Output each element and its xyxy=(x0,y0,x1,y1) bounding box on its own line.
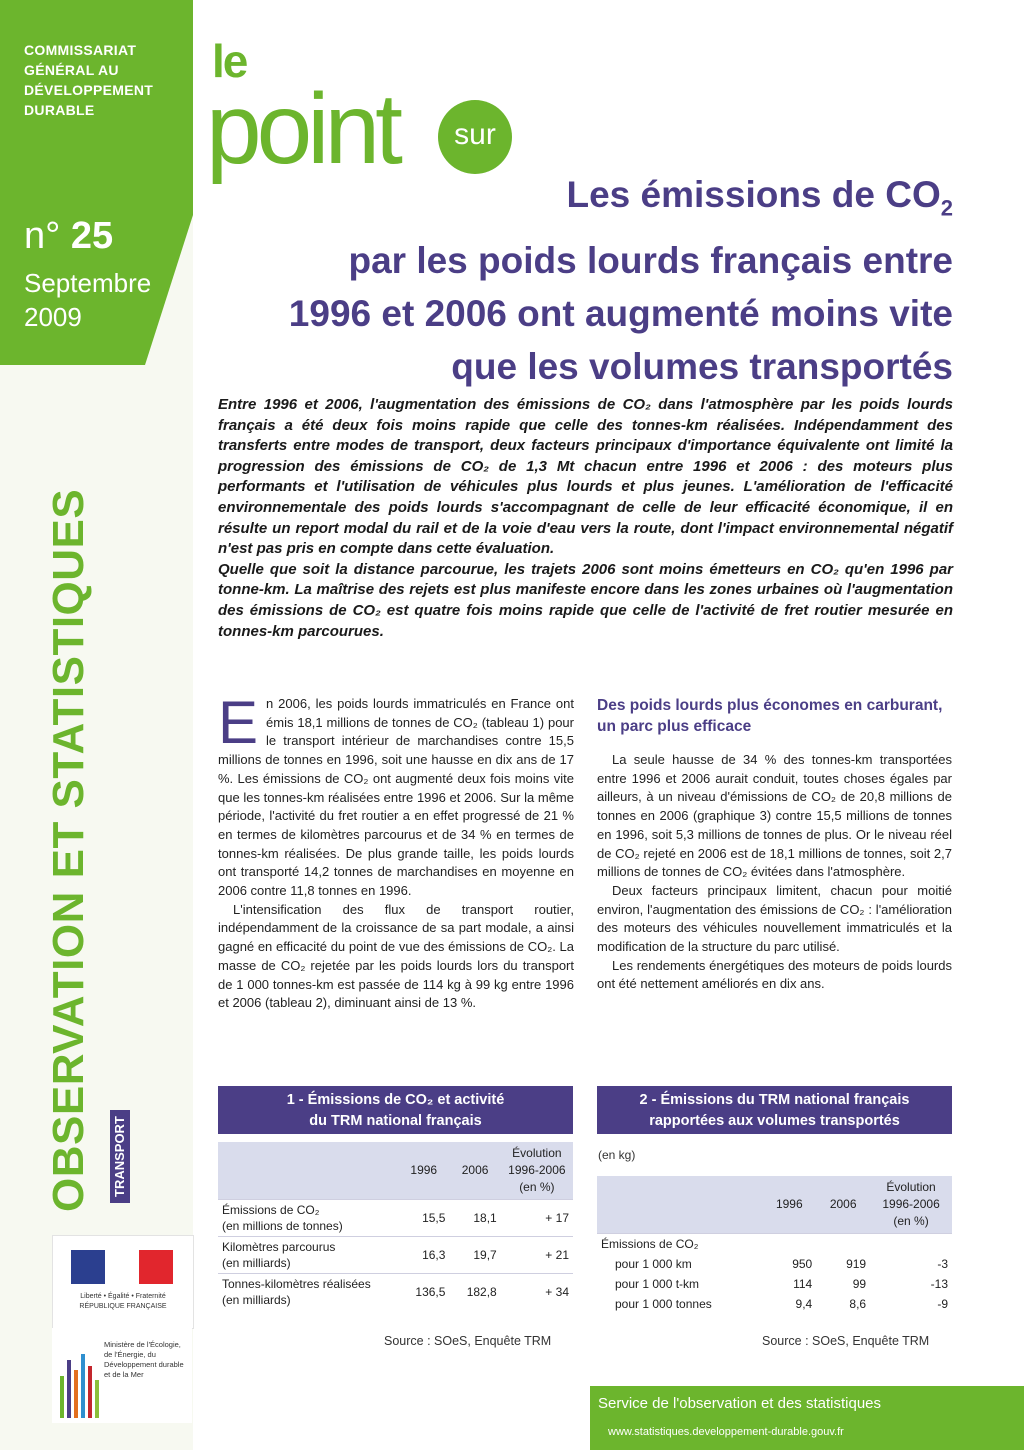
cell-evolution: + 17 xyxy=(501,1200,573,1237)
body-column-left xyxy=(218,689,574,1013)
table-2-unit: (en kg) xyxy=(598,1148,636,1162)
cell-1996: 950 xyxy=(792,1257,813,1271)
abstract xyxy=(218,395,953,642)
row-label-unit: (en millions de tonnes) xyxy=(222,1219,343,1233)
row-label-line: Tonnes-kilomètres réalisées xyxy=(222,1277,371,1291)
table-row xyxy=(597,1274,952,1294)
row-label: pour 1 000 tonnes xyxy=(615,1297,712,1311)
table-header-cell: 1996 xyxy=(762,1176,816,1234)
table-2-source: Source : SOeS, Enquête TRM xyxy=(762,1334,930,1348)
table-1-title xyxy=(218,1086,573,1134)
republique-francaise-logo xyxy=(52,1235,194,1329)
drop-cap: E xyxy=(218,689,259,756)
organization-name: COMMISSARIAT GÉNÉRAL AU DÉVELOPPEMENT DURABLE xyxy=(24,42,154,118)
row-label xyxy=(218,1274,398,1311)
row-label xyxy=(218,1200,398,1237)
cell-evolution: + 34 xyxy=(501,1274,573,1311)
cell-2006: 8,6 xyxy=(849,1297,867,1311)
french-flag-icon xyxy=(71,1250,173,1284)
cell-2006: 19,7 xyxy=(449,1237,500,1274)
cell-evolution: + 21 xyxy=(501,1237,573,1274)
table-header-cell: 2006 xyxy=(449,1142,500,1200)
table-row xyxy=(218,1237,573,1274)
row-label-unit: (en milliards) xyxy=(222,1293,291,1307)
title-co2-subscript: 2 xyxy=(940,195,953,221)
sidebar xyxy=(0,0,193,1450)
body-column-right xyxy=(597,695,952,994)
republique-francaise-text: Liberté • Égalité • Fraternité RÉPUBLIQUE FRANÇAISE xyxy=(79,1293,167,1310)
body-paragraph: Deux facteurs principaux limitent, chacun pour moitié environ, l'augmentation des émissions de CO₂ : l'amélioration des moteurs des véhicules nouvellement immatriculés et la modification de la structure du parc utilisé. xyxy=(597,882,952,955)
ministry-name: Ministère de l'Écologie, de l'Énergie, du Développement durable et de la Mer xyxy=(104,1340,184,1379)
group-label: Émissions de CO₂ xyxy=(597,1234,952,1255)
table-row xyxy=(218,1274,573,1311)
table-1-title-line-1: 1 - Émissions de CO₂ et activité xyxy=(286,1092,505,1108)
abstract-paragraph-2: Quelle que soit la distance parcourue, les trajets 2006 sont moins émetteurs en CO₂ qu'en 1996 par tonne-km. La maîtrise des rejets est plus manifeste encore dans les zones urbaines où l'augmentation des émissions de CO₂ est quatre fois moins rapide que celle de l'activité de fret routier mesurée en tonnes-km parcourues. xyxy=(218,560,953,640)
le-point-sur-logo xyxy=(206,35,526,188)
table-1 xyxy=(218,1142,573,1310)
cell-1996: 114 xyxy=(793,1277,813,1291)
table-header-cell xyxy=(218,1142,398,1200)
table-1-source: Source : SOeS, Enquête TRM xyxy=(384,1334,552,1348)
cell-2006: 99 xyxy=(852,1277,867,1291)
title-line-4: que les volumes transportés xyxy=(451,346,953,388)
row-label xyxy=(218,1237,398,1274)
table-header-cell xyxy=(597,1176,762,1234)
table-header-cell: 1996 xyxy=(398,1142,449,1200)
table-header-cell: Évolution 1996-2006 (en %) xyxy=(501,1142,573,1200)
abstract-paragraph-1: Entre 1996 et 2006, l'augmentation des émissions de CO₂ dans l'atmosphère par les poids lourds français a été deux fois moins rapide que celle des tonnes-km réalisées. Indépendamment des transferts entre modes de transport, deux facteurs principaux d'importance équivalente ont limité la progression des émissions de CO₂ de 1,3 Mt chacun entre 1996 et 2006 : des moteurs plus performants et l'utilisation de véhicules plus lourds et plus jeunes. L'amélioration de l'efficacité environnementale des poids lourds s'accompagnant de celle de leur efficacité économique, il en résulte un report modal du rail et de la voie d'eau vers la route, dont l'impact environnemental négatif n'est pas pris en compte dans cette évaluation. xyxy=(218,396,953,558)
table-2-title-line-2: rapportées aux volumes transportés xyxy=(649,1113,900,1129)
issue-number xyxy=(24,212,113,260)
row-label-unit: (en milliards) xyxy=(222,1256,291,1270)
table-header-cell: 2006 xyxy=(816,1176,870,1234)
cell-2006: 919 xyxy=(846,1257,867,1271)
table-1-title-line-2: du TRM national français xyxy=(309,1113,482,1129)
table-header-row xyxy=(218,1142,573,1200)
ministry-bars-icon xyxy=(58,1346,100,1418)
table-2-title xyxy=(597,1086,952,1134)
section-tag: TRANSPORT xyxy=(110,1110,130,1203)
cell-1996: 9,4 xyxy=(795,1297,813,1311)
row-label: pour 1 000 km xyxy=(615,1257,692,1271)
cell-evolution: -13 xyxy=(930,1277,948,1291)
row-label-line: Kilomètres parcourus xyxy=(222,1240,336,1254)
cell-evolution: -3 xyxy=(937,1257,948,1271)
issue-number-value: 25 xyxy=(70,215,114,257)
footer-band xyxy=(590,1386,1024,1450)
page-title xyxy=(215,168,953,393)
series-title: OBSERVATION ET STATISTIQUES xyxy=(44,488,93,1212)
cell-1996: 136,5 xyxy=(398,1274,449,1311)
ministry-logo xyxy=(52,1328,192,1423)
table-group-row xyxy=(597,1234,952,1255)
body-paragraph xyxy=(218,689,574,901)
body-paragraph: La seule hausse de 34 % des tonnes-km transportées entre 1996 et 2006 aurait conduit, toutes choses égales par ailleurs, à un niveau d'émissions de CO₂ de 20,8 millions de tonnes en 2006 (graphique 3) contre 15,5 millions de tonnes en 1996, soit 5,3 millions de tonnes de plus. Or le niveau réel de CO₂ rejeté en 2006 est de 18,1 millions de tonnes, soit 2,7 millions de tonnes de CO₂ évitées dans l'atmosphère. xyxy=(597,752,952,880)
logo-point: point xyxy=(206,73,398,185)
table-header-row xyxy=(597,1176,952,1234)
cell-2006: 18,1 xyxy=(449,1200,500,1237)
body-paragraph: L'intensification des flux de transport routier, indépendamment de la croissance de sa part modale, a ainsi gagné en efficacité du point de vue des émissions de CO₂. La masse de CO₂ rejetée par les poids lourds lors du transport de 1 000 tonnes-km est passée de 114 kg à 99 kg entre 1996 et 2006 (tableau 2), diminuant ainsi de 13 %. xyxy=(218,901,574,1011)
row-label-line: Émissions de CO₂ xyxy=(222,1203,320,1217)
cell-1996: 15,5 xyxy=(398,1200,449,1237)
cell-1996: 16,3 xyxy=(398,1237,449,1274)
table-row xyxy=(597,1294,952,1314)
body-paragraph: Les rendements énergétiques des moteurs de poids lourds ont été nettement améliorés en dix ans. xyxy=(597,957,952,992)
footer-website-link[interactable]: www.statistiques.developpement-durable.gouv.fr xyxy=(608,1426,844,1438)
table-2-title-line-1: 2 - Émissions du TRM national français xyxy=(639,1092,910,1108)
section-heading: Des poids lourds plus économes en carburant, un parc plus efficace xyxy=(597,697,943,735)
cell-2006: 182,8 xyxy=(449,1274,500,1311)
table-row xyxy=(597,1254,952,1274)
title-line-2: par les poids lourds français entre xyxy=(348,240,953,282)
logo-sur: sur xyxy=(438,100,512,174)
footer-service-name: Service de l'observation et des statistiques xyxy=(598,1395,882,1412)
cell-evolution: -9 xyxy=(937,1297,948,1311)
title-line-1: Les émissions de CO xyxy=(566,174,941,215)
table-row xyxy=(218,1200,573,1237)
table-header-cell: Évolution 1996-2006 (en %) xyxy=(870,1176,952,1234)
body-paragraph-text: n 2006, les poids lourds immatriculés en France ont émis 18,1 millions de tonnes de CO₂ (tableau 1) pour le transport intérieur de marchandises contre 15,5 millions de tonnes en 1996, soit une hausse en dix ans de 17 %. Les émissions de CO₂ ont augmenté deux fois moins vite que les tonnes-km réalisées entre 1996 et 2006. Sur la même période, l'activité du fret routier a en effet progressé de 21 % en termes de kilomètres parcourus et de 34 % en termes de tonnes-km réalisées. De plus grande taille, les poids lourds ont transporté 14,2 tonnes de marchandises en moyenne en 2006 contre 11,8 tonnes en 1996. xyxy=(218,696,574,899)
row-label: pour 1 000 t-km xyxy=(615,1277,700,1291)
title-line-3: 1996 et 2006 ont augmenté moins vite xyxy=(288,293,953,335)
issue-prefix: n° xyxy=(24,215,61,257)
logo-le: le xyxy=(212,35,247,87)
issue-date: Septembre 2009 xyxy=(24,268,152,332)
table-2 xyxy=(597,1176,952,1314)
